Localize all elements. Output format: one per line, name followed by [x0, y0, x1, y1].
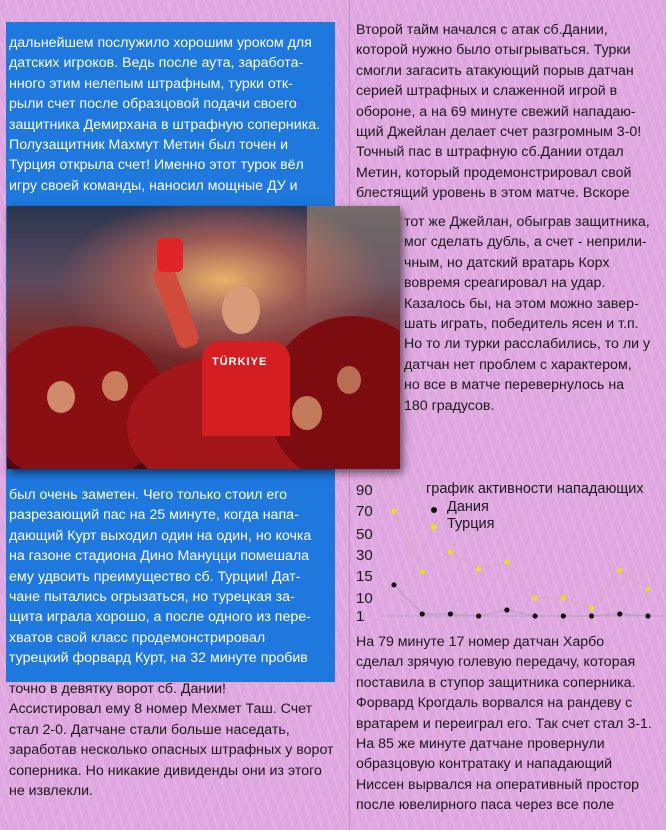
- text-line: разрезающий пас на 25 минуте, когда напа-: [9, 507, 299, 524]
- y-tick-label: 30: [356, 547, 373, 564]
- text-line: Форвард Крогдаль ворвался на рандеву с: [356, 695, 633, 712]
- data-point-turkey: [533, 595, 538, 600]
- text-line: после ювелирного паса через все поле: [356, 797, 615, 814]
- text-line: нного этим нелепым штрафным, турки отк-: [9, 75, 293, 92]
- data-point-dania: [391, 582, 396, 587]
- text-line: ему удвоить преимущество сб. Турции! Дат-: [9, 568, 301, 585]
- text-line: На 85 же минуте датчане провернули: [356, 736, 605, 753]
- data-point-dania: [448, 611, 453, 616]
- jersey-text: TÜRKIYE: [212, 356, 268, 368]
- text-line: Турция открыла счет! Именно этот турок вёл: [9, 157, 304, 174]
- data-point-turkey: [448, 549, 453, 554]
- text-line: серией штрафных и слаженной игрой в: [356, 83, 618, 100]
- y-tick-label: 10: [356, 590, 373, 607]
- text-line: соперника. Но никакие дивиденды они из этого: [9, 762, 322, 779]
- text-line: был очень заметен. Чего только стоил его: [9, 487, 288, 503]
- data-point-turkey: [476, 566, 481, 571]
- data-point-turkey: [391, 508, 396, 513]
- data-point-turkey: [589, 605, 594, 610]
- text-line: Ниссен вырвался на оперативный простор: [356, 776, 640, 793]
- left-text-lower: [9, 485, 335, 669]
- text-line: тот же Джейлан, обыграв защитника,: [404, 214, 650, 230]
- text-line: мог сделать дубль, а счет - неприли-: [404, 234, 647, 251]
- left-text-bottom: [9, 679, 345, 801]
- text-line: дающий Курт выходил один на один, но кочка: [9, 527, 312, 544]
- right-text-top: [356, 20, 662, 204]
- data-point-turkey: [617, 568, 622, 573]
- data-point-turkey: [420, 569, 425, 574]
- text-line: хватов свой класс продемонстрировал: [9, 629, 266, 646]
- text-line: Казалось бы, на этом можно завер-: [404, 295, 639, 312]
- legend-label-dania: Дания: [447, 499, 489, 515]
- text-line: заработав несколько опасных штрафных у ворот: [9, 742, 334, 759]
- text-line: образцовую контратаку и нападающий: [356, 756, 613, 773]
- text-line: шать играть, победитель ясен и т.п.: [404, 316, 639, 333]
- text-line: точно в девятку ворот сб. Дании!: [9, 681, 226, 697]
- text-line: щий Джейлан делает счет разгромным 3-0!: [356, 124, 642, 141]
- data-point-dania: [645, 613, 650, 618]
- text-line: чным, но датский вратарь Корх: [404, 254, 610, 271]
- text-line: обороне, а на 69 минуте свежий нападаю-: [356, 103, 636, 120]
- legend-marker-turkey: [431, 524, 437, 530]
- text-line: которой нужно было отыгрываться. Турки: [356, 42, 631, 59]
- data-point-dania: [617, 611, 622, 616]
- text-line: Ассистировал ему 8 номер Мехмет Таш. Счет: [9, 701, 313, 718]
- data-point-dania: [561, 613, 566, 618]
- legend-label-turkey: Турция: [447, 516, 495, 532]
- data-point-dania: [476, 613, 481, 618]
- text-line: игру своей команды, наносил мощные ДУ и: [9, 177, 298, 194]
- activity-chart: [352, 478, 664, 628]
- right-text-bottom: [356, 632, 662, 816]
- left-text-upper: [9, 33, 335, 196]
- text-line: не извлекли.: [9, 783, 93, 800]
- legend-marker-dania: [431, 507, 437, 513]
- data-point-turkey: [645, 587, 650, 592]
- y-tick-label: 15: [356, 568, 373, 585]
- right-text-indented: [404, 212, 664, 416]
- y-tick-label: 1: [356, 608, 365, 625]
- text-line: дальнейшем послужило хорошим уроком для: [9, 35, 312, 51]
- text-line: но все в матче перевернулось на: [404, 377, 625, 394]
- text-line: поставила в ступор защитника соперника.: [356, 674, 636, 691]
- text-line: На 79 минуте 17 номер датчан Харбо: [356, 634, 605, 650]
- text-line: Точный пас в штрафную сб.Дании отдал: [356, 144, 624, 161]
- text-line: турецкий форвард Курт, на 32 минуте пробив: [9, 650, 308, 667]
- data-point-dania: [533, 613, 538, 618]
- text-line: чане пытались огрызаться, но турецкая за-: [9, 589, 295, 606]
- data-point-turkey: [561, 595, 566, 600]
- text-line: Метин, который продемонстрировал свой: [356, 164, 632, 181]
- text-line: защитника Демирхана в штрафную соперника.: [9, 116, 321, 133]
- data-point-dania: [420, 611, 425, 616]
- text-line: стал 2-0. Датчане стали больше наседать,: [9, 721, 290, 738]
- text-line: вратарем и переиграл его. Так счет стал 3-1.: [356, 715, 652, 732]
- text-line: датских игроков. Ведь после аута, заработа-: [9, 55, 304, 72]
- text-line: сделал зрячую голевую передачу, которая: [356, 654, 636, 671]
- turkish-fans-photo: [7, 206, 400, 469]
- y-tick-label: 70: [356, 503, 373, 520]
- text-line: блестящий уровень в этом матче. Вскоре: [356, 185, 630, 202]
- data-point-turkey: [504, 559, 509, 564]
- text-line: Второй тайм начался с атак сб.Дании,: [356, 22, 608, 38]
- data-point-dania: [504, 607, 509, 612]
- y-tick-label: 50: [356, 526, 373, 543]
- chart-title: график активности нападающих: [426, 481, 644, 497]
- text-line: Но то ли турки расслабились, то ли у: [404, 336, 651, 353]
- text-line: вовремя среагировал на удар.: [404, 275, 606, 292]
- text-line: 180 градусов.: [404, 397, 495, 414]
- y-tick-label: 90: [356, 482, 373, 499]
- text-line: рыли счет после образцовой подачи своего: [9, 96, 297, 113]
- text-line: на газоне стадиона Дино Мануцци помешала: [9, 548, 310, 565]
- text-line: щита играла хорошо, а после одного из пере-: [9, 609, 311, 626]
- data-point-dania: [589, 613, 594, 618]
- text-line: Полузащитник Махмут Метин был точен и: [9, 137, 288, 154]
- face: [222, 286, 260, 334]
- text-line: смогли загасить атакующий порыв датчан: [356, 62, 634, 79]
- text-line: датчан нет проблем с характером,: [404, 356, 632, 373]
- series-line-dania: [394, 585, 648, 616]
